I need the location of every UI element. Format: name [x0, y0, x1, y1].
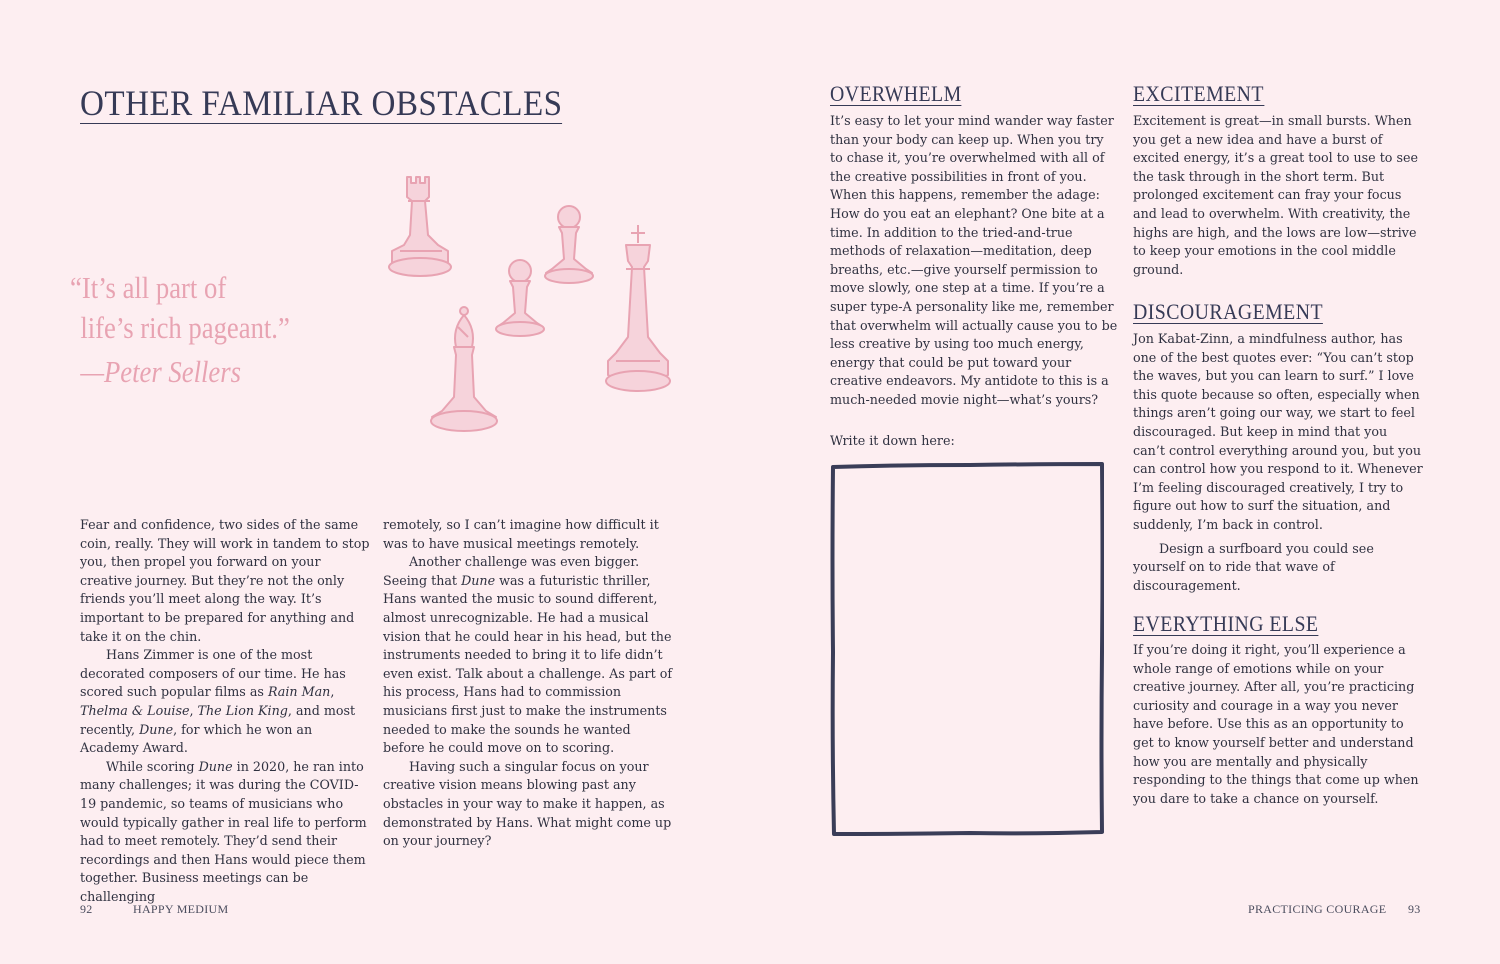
excitement-text — [1133, 112, 1423, 279]
page-number-left: 92 — [80, 902, 93, 916]
discouragement-text — [1133, 330, 1423, 595]
text-run: , and most recently, — [80, 702, 356, 737]
text-run: , for which he won an Academy Award. — [80, 721, 313, 756]
write-in-box[interactable] — [830, 462, 1104, 836]
paragraph: If you’re doing it right, you’ll experience a whole range of emotions while on your creative journey. After all, you’re practicing curiosity and courage in a way you never have before. Use this as an opportunity to get to know yourself better and understand how you are mentally and physically responding to the things that come up when you dare to take a chance on yourself. — [1133, 642, 1419, 806]
paragraph: Excitement is great—in small bursts. When you get a new idea and have a burst of excited energy, it’s a great tool to use to see the task through in the short term. But prolonged excitement can fray your focus and lead to overwhelm. With creativity, the highs are high, and the lows are low—strive to keep your emotions in the cool middle ground. — [1133, 113, 1418, 277]
text-run: , — [189, 702, 198, 718]
quote-line-2: life’s rich pageant.” — [80, 310, 290, 345]
everything-else-text — [1133, 641, 1423, 808]
section-heading-discouragement: DISCOURAGEMENT — [1133, 299, 1324, 324]
quote-attribution: —Peter Sellers — [80, 354, 241, 389]
paragraph: remotely, so I can’t imagine how difficult it was to have musical meetings remotely. — [383, 517, 659, 551]
section-heading-overwhelm: OVERWHELM — [830, 81, 962, 106]
text-run: Another challenge was even bigger. Seeing that — [383, 554, 640, 588]
quote-line-1: “It’s all part of — [70, 270, 227, 305]
chess-pieces-illustration — [382, 165, 682, 450]
overwhelm-text — [830, 112, 1120, 410]
text-run: was a futuristic thriller, Hans wanted the music to sound different, almost unrecognizable. He had a musical vision that he could hear in his head, but the instruments needed to bring it to life didn’t even exist. Talk about a challenge. As part of his process, Hans had to commission musicians first just to make the instruments needed to make the sounds he wanted before he could move on to scoring. — [383, 572, 673, 756]
paragraph: It’s easy to let your mind wander way faster than your body can keep up. When you try to chase it, you’re overwhelmed with all of the creative possibilities in front of you. When this happens, remember the adage: How do you eat an elephant? One bite at a time. In addition to the tried-and-true methods of relaxation—meditation, deep breaths, etc.—give yourself permission to move slowly, one step at a time. If you’re a super type-A personality like me, remember that overwhelm will actually cause you to be less creative by using too much energy, energy that could be put toward your creative endeavors. My antidote to this is a much-needed movie night—what’s yours? — [830, 113, 1118, 407]
pawn-piece-middle — [496, 260, 544, 336]
text-run: Hans Zimmer is one of the most decorated composers of our time. He has scored such popular films as — [80, 647, 346, 700]
pawn-piece-top — [545, 206, 593, 283]
page-title: OTHER FAMILIAR OBSTACLES — [80, 83, 563, 123]
paragraph — [80, 646, 370, 758]
film-title: Dune — [139, 721, 174, 737]
film-title: Rain Man — [267, 684, 331, 700]
text-run: , — [330, 684, 335, 700]
paragraph — [80, 758, 370, 907]
film-title: Thelma & Louise — [80, 702, 190, 718]
paragraph: Fear and confidence, two sides of the same coin, really. They will work in tandem to stop you, then propel you forward on your creative journey. But they’re not the only friends you’ll meet along the way. It’s important to be prepared for anything and take it on the chin. — [80, 517, 370, 644]
bishop-piece — [431, 307, 497, 431]
running-head-right: PRACTICING COURAGE — [1248, 902, 1387, 916]
paragraph: Jon Kabat-Zinn, a mindfulness author, has one of the best quotes ever: “You can’t stop the waves, but you can learn to surf.” I love this quote because so often, especially when things aren’t going our way, we start to feel discouraged. But keep in mind that you can’t control everything around you, but you can control how you respond to it. Whenever I’m feeling discouraged creatively, I try to figure out how to surf the situation, and suddenly, I’m back in control. — [1133, 331, 1423, 532]
paragraph: Design a surfboard you could see yourself on to ride that wave of discouragement. — [1133, 540, 1374, 593]
rook-piece — [389, 177, 451, 276]
film-title: Dune — [198, 758, 233, 774]
pull-quote — [70, 268, 294, 392]
running-head-left: HAPPY MEDIUM — [133, 902, 229, 916]
text-run: While scoring — [106, 758, 199, 774]
write-prompt-label: Write it down here: — [830, 433, 955, 448]
paragraph — [383, 553, 673, 758]
king-piece — [606, 225, 670, 391]
body-column-1 — [80, 516, 370, 906]
section-heading-excitement: EXCITEMENT — [1133, 81, 1264, 106]
film-title: Dune — [461, 572, 496, 588]
page-number-right: 93 — [1408, 902, 1421, 916]
body-column-2 — [383, 516, 673, 851]
film-title: The Lion King — [197, 702, 288, 718]
text-run: in 2020, he ran into many challenges; it was during the COVID-19 pandemic, so teams of musicians who would typically gather in real life to perform had to meet remotely. They’d send their recordings and then Hans would piece them together. Business meetings can be challenging — [80, 758, 367, 904]
section-heading-everything-else: EVERYTHING ELSE — [1133, 611, 1319, 636]
paragraph: Having such a singular focus on your creative vision means blowing past any obstacles in your way to make it happen, as demonstrated by Hans. What might come up on your journey? — [383, 758, 672, 849]
